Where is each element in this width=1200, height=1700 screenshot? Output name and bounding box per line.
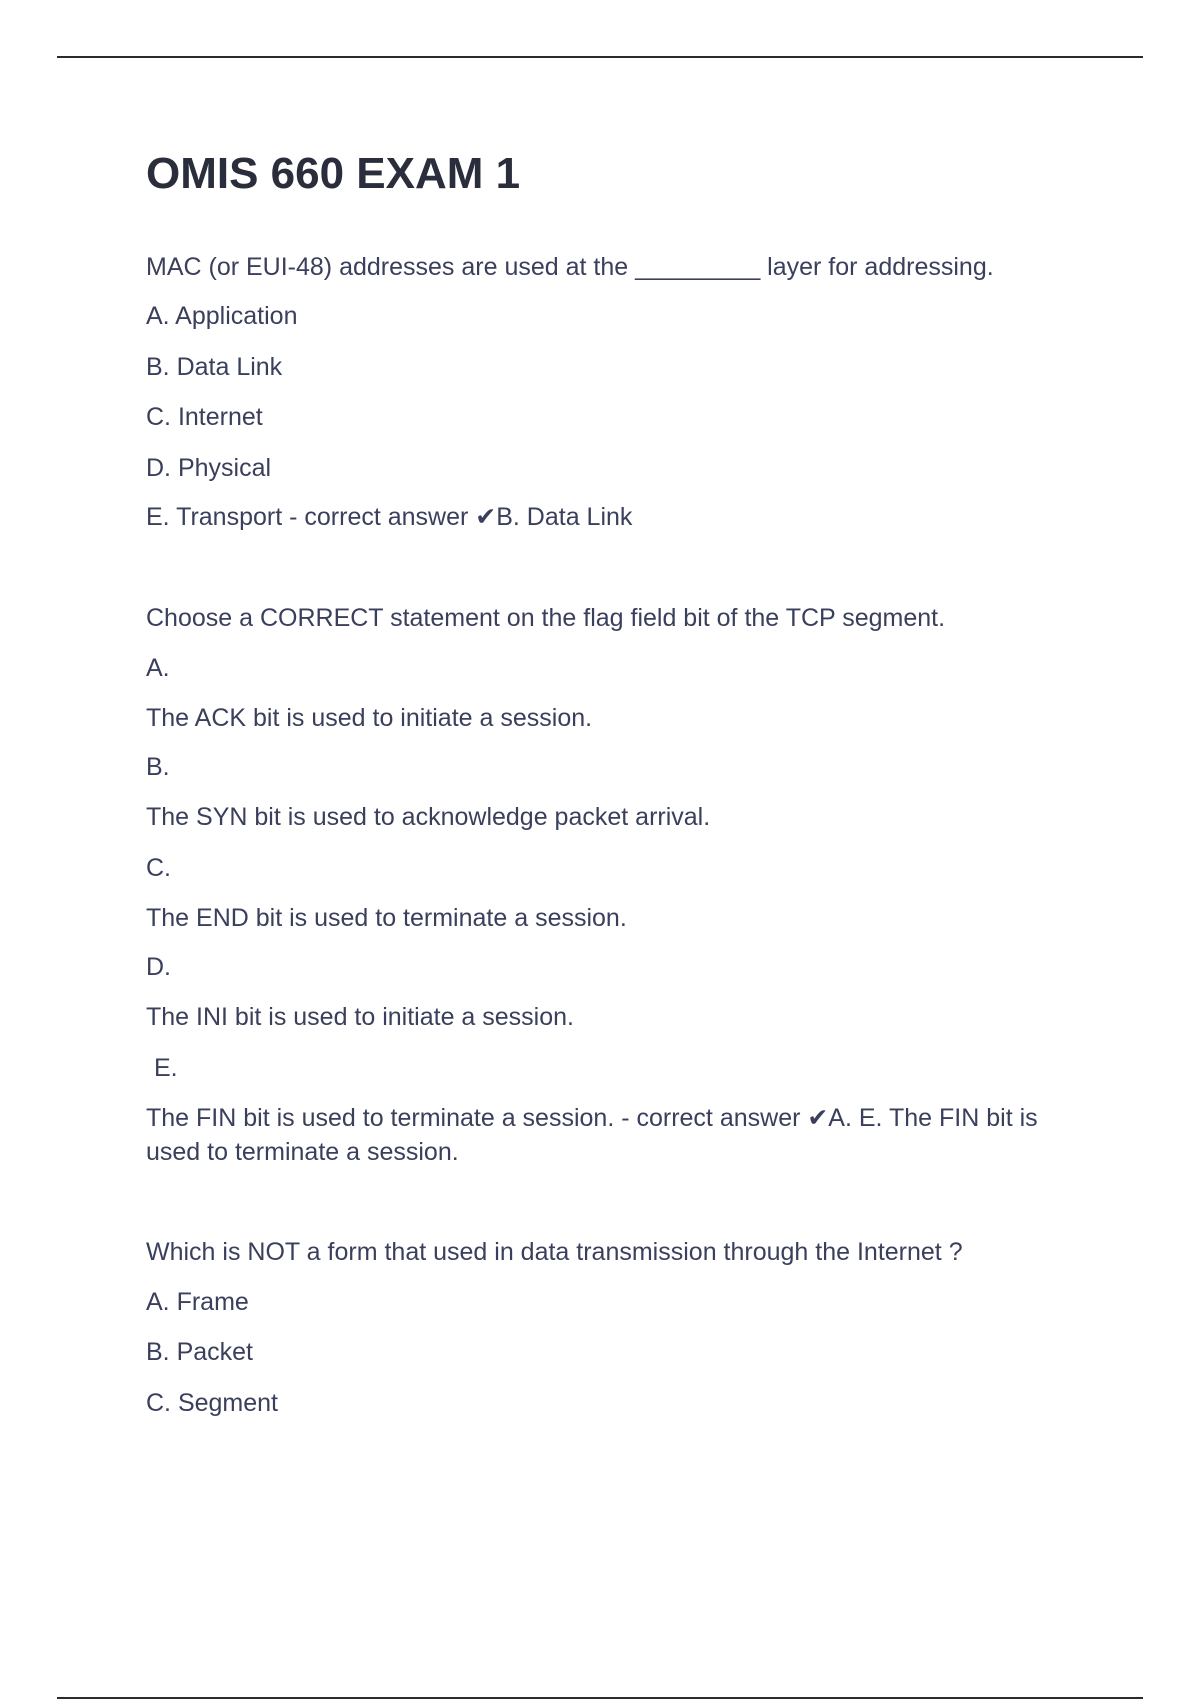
question-1-prompt: MAC (or EUI-48) addresses are used at the _________ layer for addressing.: [146, 253, 994, 281]
question-2-prompt: Choose a CORRECT statement on the flag field bit of the TCP segment.: [146, 604, 946, 632]
question-2-option-c-label: C.: [146, 854, 171, 882]
question-2-option-a-label: A.: [146, 654, 170, 682]
question-3-option-b: B. Packet: [146, 1338, 253, 1366]
question-2-option-a-text: The ACK bit is used to initiate a session.: [146, 704, 593, 732]
bottom-rule: [57, 1697, 1143, 1699]
question-2-option-d-text: The INI bit is used to initiate a session.: [146, 1003, 574, 1031]
question-2-option-c-text: The END bit is used to terminate a session.: [146, 904, 627, 932]
page-title: OMIS 660 EXAM 1: [146, 149, 521, 198]
question-1-option-e-answer: E. Transport - correct answer ✔B. Data Link: [146, 503, 633, 531]
question-2-option-e-answer: The FIN bit is used to terminate a session. - correct answer ✔A. E. The FIN bit is used to terminate a session.: [146, 1104, 1038, 1166]
question-1-option-b: B. Data Link: [146, 353, 283, 381]
question-3-option-c: C. Segment: [146, 1389, 279, 1417]
question-3-prompt: Which is NOT a form that used in data transmission through the Internet ?: [146, 1238, 963, 1266]
question-2-option-b-text: The SYN bit is used to acknowledge packet arrival.: [146, 803, 711, 831]
question-2-option-e-label: E.: [154, 1054, 178, 1082]
question-3-option-a: A. Frame: [146, 1288, 249, 1316]
question-1-option-d: D. Physical: [146, 454, 272, 482]
question-1-option-c: C. Internet: [146, 403, 263, 431]
question-2-option-d-label: D.: [146, 953, 171, 981]
top-rule: [57, 56, 1143, 58]
question-2-option-b-label: B.: [146, 753, 170, 781]
question-1-option-a: A. Application: [146, 302, 298, 330]
